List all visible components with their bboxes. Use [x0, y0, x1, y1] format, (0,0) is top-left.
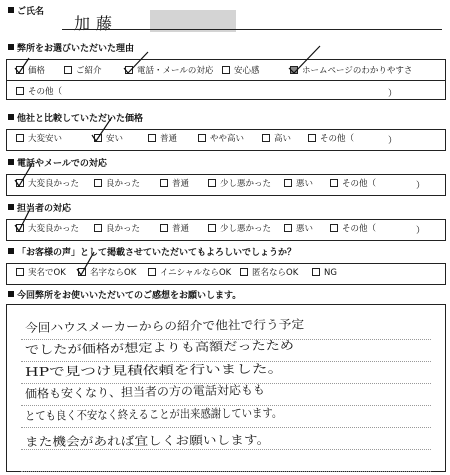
- checkbox-icon[interactable]: [64, 66, 72, 74]
- checkbox-icon[interactable]: [208, 224, 216, 232]
- handwritten-comment-line: でしたが価格が想定よりも高額だったため: [24, 338, 295, 357]
- price-option-cheap[interactable]: 安い: [94, 134, 123, 145]
- checkbox-icon[interactable]: [312, 268, 320, 276]
- checkbox-icon[interactable]: [330, 224, 338, 232]
- publish-option-anonymous[interactable]: 匿名ならOK: [240, 268, 298, 279]
- checkbox-icon[interactable]: [290, 66, 298, 74]
- staff-option-normal[interactable]: 普通: [160, 224, 189, 235]
- checkbox-icon[interactable]: [94, 134, 102, 142]
- checkbox-icon[interactable]: [284, 179, 292, 187]
- phone-option-slightly-bad[interactable]: 少し悪かった: [208, 179, 271, 190]
- reason-option-security[interactable]: 安心感: [222, 66, 260, 77]
- checkbox-icon[interactable]: [308, 134, 316, 142]
- reason-option-referral[interactable]: ご紹介: [64, 66, 102, 77]
- name-underline: [62, 29, 442, 30]
- phone-option-very-good[interactable]: 大変良かった: [16, 179, 79, 190]
- handwritten-comment-line: HPで見つけ見積依頼を行いました。: [24, 361, 284, 379]
- checkbox-icon[interactable]: [240, 268, 248, 276]
- staff-option-slightly-bad[interactable]: 少し悪かった: [208, 224, 271, 235]
- price-option-slightly-high[interactable]: やや高い: [198, 134, 244, 145]
- publish-option-ng[interactable]: NG: [312, 268, 337, 279]
- comments-box: [6, 304, 446, 472]
- phone-section-title: 電話やメールでの対応: [8, 158, 107, 170]
- comments-section-title: 今回弊所をお使いいただいてのご感想をお願いします。: [8, 290, 241, 302]
- reason-option-website[interactable]: ホームページのわかりやすさ: [290, 66, 412, 77]
- checkbox-icon[interactable]: [330, 179, 338, 187]
- publish-option-initials[interactable]: イニシャルならOK: [148, 268, 231, 279]
- checkbox-icon[interactable]: [148, 268, 156, 276]
- checkbox-icon[interactable]: [262, 134, 270, 142]
- name-section-title: ご氏名: [8, 6, 44, 18]
- checkbox-icon[interactable]: [16, 224, 24, 232]
- price-option-high[interactable]: 高い: [262, 134, 291, 145]
- checkbox-icon[interactable]: [16, 268, 24, 276]
- staff-option-other[interactable]: その他（: [330, 224, 376, 235]
- staff-section-title: 担当者の対応: [8, 203, 71, 215]
- reason-option-price[interactable]: 価格: [16, 66, 45, 77]
- checkbox-icon[interactable]: [160, 179, 168, 187]
- publish-option-real-name[interactable]: 実名でOK: [16, 268, 66, 279]
- price-option-very-cheap[interactable]: 大変安い: [16, 134, 62, 145]
- checkbox-icon[interactable]: [222, 66, 230, 74]
- comment-ruled-line: [21, 449, 431, 472]
- handwritten-comment-line: 価格も安くなり、担当者の方の電話対応もも: [24, 382, 266, 401]
- close-paren: ）: [416, 226, 426, 236]
- price-option-normal[interactable]: 普通: [148, 134, 177, 145]
- checkbox-icon[interactable]: [16, 66, 24, 74]
- checkbox-icon[interactable]: [16, 134, 24, 142]
- checkbox-icon[interactable]: [94, 224, 102, 232]
- close-paren: ）: [388, 136, 398, 146]
- checkbox-icon[interactable]: [198, 134, 206, 142]
- handwritten-comment-line: 今回ハウスメーカーからの紹介で他社で行う予定: [24, 317, 305, 335]
- handwritten-name: 加藤: [74, 14, 119, 33]
- publish-option-surname[interactable]: 名字ならOK: [78, 268, 136, 279]
- reason-section-title: 弊所をお選びいただいた理由: [8, 43, 134, 55]
- handwritten-comment-line: とても良く不安なく終えることが出来感謝しています。: [24, 405, 283, 423]
- reason-option-phone-mail[interactable]: 電話・メールの対応: [125, 66, 213, 77]
- checkbox-icon[interactable]: [16, 87, 24, 95]
- checkbox-icon[interactable]: [160, 224, 168, 232]
- checkbox-icon[interactable]: [16, 179, 24, 187]
- survey-sheet: [2, 2, 448, 473]
- staff-option-good[interactable]: 良かった: [94, 224, 140, 235]
- staff-option-very-good[interactable]: 大変良かった: [16, 224, 79, 235]
- price-section-title: 他社と比較していただいた価格: [8, 113, 143, 125]
- reason-option-other[interactable]: その他（: [16, 87, 62, 98]
- checkbox-icon[interactable]: [94, 179, 102, 187]
- phone-option-normal[interactable]: 普通: [160, 179, 189, 190]
- close-paren: ）: [416, 181, 426, 191]
- checkbox-icon[interactable]: [148, 134, 156, 142]
- handwritten-comment-line: また機会があれば宜しくお願いします。: [24, 432, 271, 449]
- phone-option-other[interactable]: その他（: [330, 179, 376, 190]
- checkbox-icon[interactable]: [284, 224, 292, 232]
- checkbox-icon[interactable]: [78, 268, 86, 276]
- staff-option-bad[interactable]: 悪い: [284, 224, 313, 235]
- checkbox-icon[interactable]: [208, 179, 216, 187]
- phone-option-bad[interactable]: 悪い: [284, 179, 313, 190]
- phone-option-good[interactable]: 良かった: [94, 179, 140, 190]
- close-paren: ）: [388, 89, 398, 99]
- price-option-other[interactable]: その他（: [308, 134, 354, 145]
- checkbox-icon[interactable]: [125, 66, 133, 74]
- publish-section-title: 「お客様の声」として掲載させていただいてもよろしいでしょうか？: [8, 247, 296, 259]
